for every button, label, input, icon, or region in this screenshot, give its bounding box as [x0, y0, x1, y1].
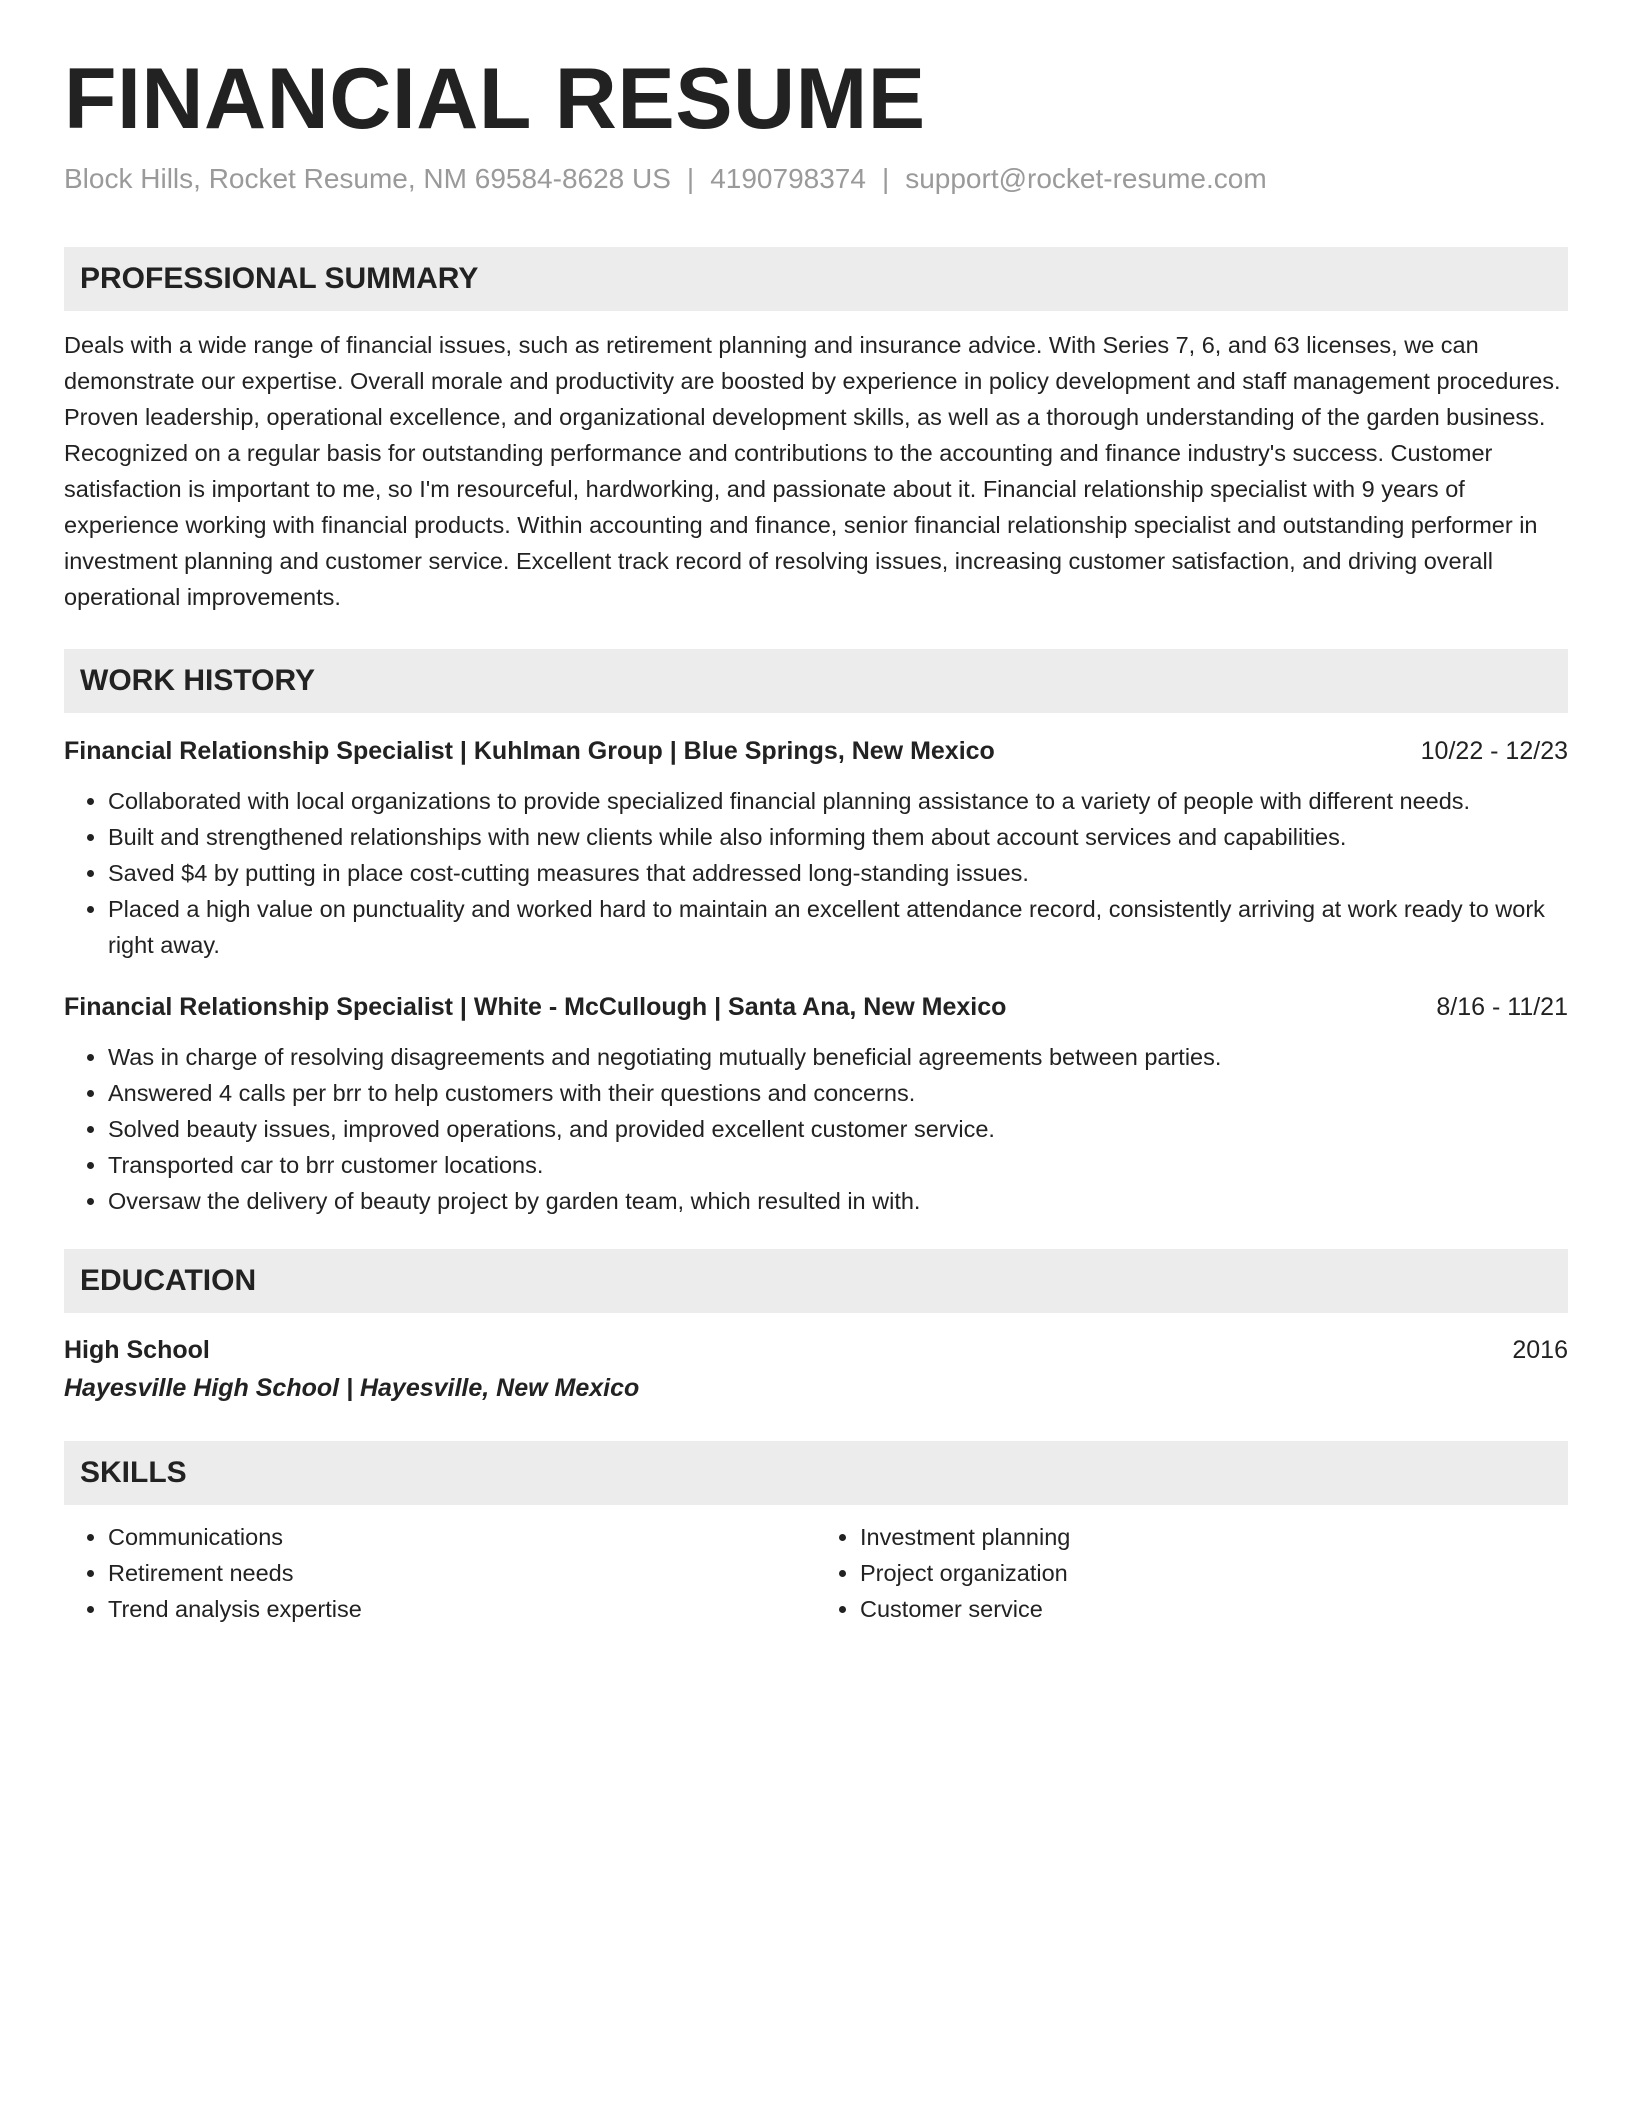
contact-email: support@rocket-resume.com [905, 162, 1267, 194]
job-bullet: • Collaborated with local organizations to provide specialized financial planning assistance to a variety of people with different needs. [108, 783, 1568, 819]
skill-item: • Customer service [860, 1591, 1568, 1627]
education-school: Hayesville High School | Hayesville, New Mexico [64, 1373, 640, 1402]
section-header-education: EDUCATION [64, 1249, 1568, 1313]
job-bullet: • Built and strengthened relationships with new clients while also informing them about account services and capabilities. [108, 819, 1568, 855]
job-header [64, 733, 1568, 769]
job-entry [64, 733, 1568, 963]
section-header-skills: SKILLS [64, 1441, 1568, 1505]
job-bullet: • Oversaw the delivery of beauty project by garden team, which resulted in with. [108, 1183, 1568, 1219]
skill-item: • Project organization [860, 1555, 1568, 1591]
contact-address: Block Hills, Rocket Resume, NM 69584-8628 US [64, 162, 671, 194]
job-dates: 10/22 - 12/23 [1420, 736, 1568, 765]
contact-separator: | [881, 162, 890, 194]
skill-item: • Communications [108, 1519, 816, 1555]
skills-list [64, 1519, 1568, 1627]
skill-item: • Investment planning [860, 1519, 1568, 1555]
skill-item: • Trend analysis expertise [108, 1591, 816, 1627]
job-title: Financial Relationship Specialist | Kuhlman Group | Blue Springs, New Mexico [64, 736, 995, 765]
education-year: 2016 [1512, 1335, 1568, 1364]
job-bullets [64, 783, 1568, 963]
education-header [64, 1331, 1568, 1369]
section-header-work-history: WORK HISTORY [64, 649, 1568, 713]
contact-line [64, 163, 1568, 195]
summary-text: Deals with a wide range of financial issues, such as retirement planning and insurance advice. With Series 7, 6, and 63 licenses, we can demonstrate our expertise. Overall morale and productivity are boosted by experience in policy development and staff management procedures. Proven leadership, operational excellence, and organizational development skills, as well as a thorough understanding of the garden business. Recognized on a regular basis for outstanding performance and contributions to the accounting and finance industry's success. Customer satisfaction is important to me, so I'm resourceful, hardworking, and passionate about it. Financial relationship specialist with 9 years of experience working with financial products. Within accounting and finance, senior financial relationship specialist and outstanding performer in investment planning and customer service. Excellent track record of resolving issues, increasing customer satisfaction, and driving overall operational improvements. [64, 331, 1561, 610]
job-header [64, 989, 1568, 1025]
job-dates: 8/16 - 11/21 [1436, 992, 1568, 1021]
skills-column-left [64, 1519, 816, 1627]
job-entry [64, 989, 1568, 1219]
job-bullet: • Answered 4 calls per brr to help customers with their questions and concerns. [108, 1075, 1568, 1111]
education-entry [64, 1331, 1568, 1407]
job-bullets [64, 1039, 1568, 1219]
resume-title: FINANCIAL RESUME [64, 51, 926, 147]
skills-column-right [816, 1519, 1568, 1627]
job-bullet: • Placed a high value on punctuality and worked hard to maintain an excellent attendance record, consistently arriving at work ready to work right away. [108, 891, 1568, 963]
job-bullet: • Solved beauty issues, improved operations, and provided excellent customer service. [108, 1111, 1568, 1147]
contact-phone: 4190798374 [710, 162, 866, 194]
job-title: Financial Relationship Specialist | White - McCullough | Santa Ana, New Mexico [64, 992, 1007, 1021]
section-header-summary: PROFESSIONAL SUMMARY [64, 247, 1568, 311]
job-bullet: • Saved $4 by putting in place cost-cutting measures that addressed long-standing issues. [108, 855, 1568, 891]
education-degree: High School [64, 1335, 210, 1364]
contact-separator: | [686, 162, 695, 194]
job-bullet: • Was in charge of resolving disagreements and negotiating mutually beneficial agreements between parties. [108, 1039, 1568, 1075]
job-bullet: • Transported car to brr customer locations. [108, 1147, 1568, 1183]
skill-item: • Retirement needs [108, 1555, 816, 1591]
